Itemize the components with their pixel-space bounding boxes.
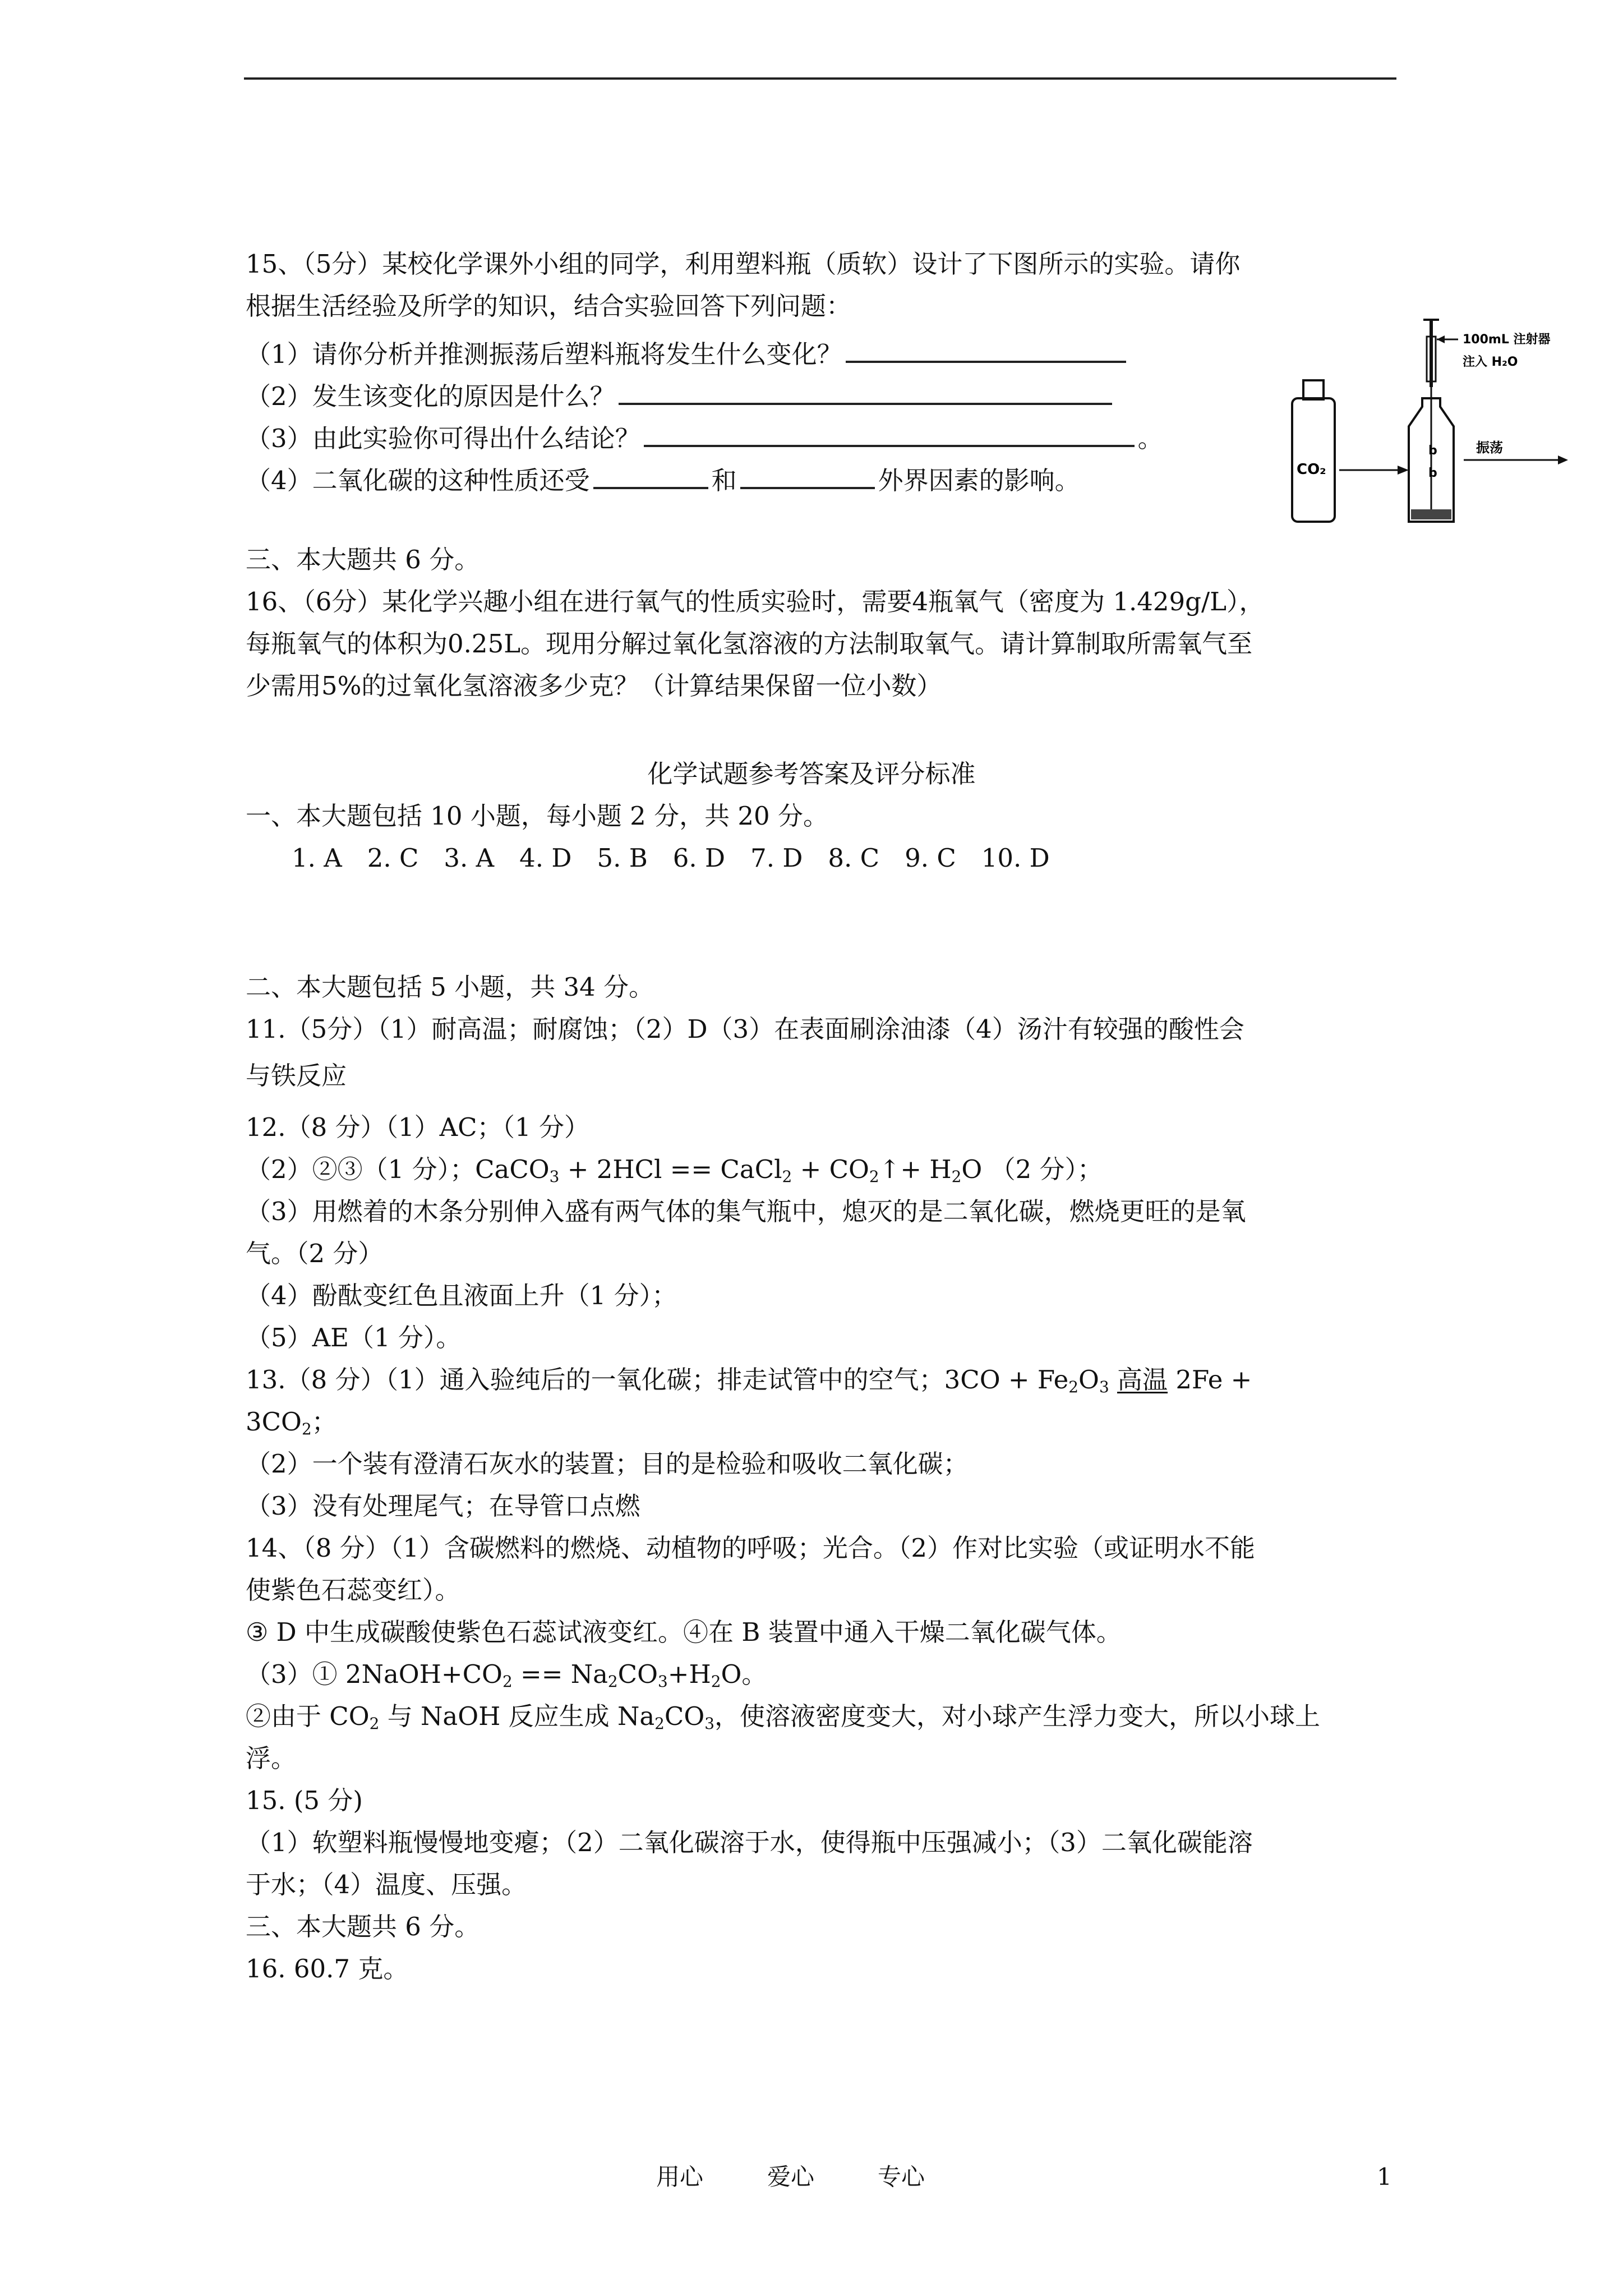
a13-part-e: 3CO [246, 1407, 302, 1437]
answer-14-line-3: ③ D 中生成碳酸使紫色石蕊试液变红。④在 B 装置中通入干燥二氧化碳气体。 [246, 1617, 1122, 1647]
q15-part4a: （4）二氧化碳的这种性质还受 [246, 466, 590, 495]
plastic-bottle-icon [1292, 398, 1335, 522]
page-number: 1 [1377, 2163, 1392, 2191]
q15-part4b: 和 [711, 466, 737, 495]
answer-12-line-4: 气。（2 分） [246, 1239, 384, 1268]
answer-13-line-3: （2）一个装有澄清石灰水的装置；目的是检验和吸收二氧化碳； [246, 1449, 969, 1479]
footer-motto-3: 专心 [878, 2163, 925, 2191]
footer-motto-2: 爱心 [767, 2163, 815, 2191]
co2-label: CO₂ [1297, 461, 1326, 478]
a14-l5-d: ，使溶液密度变大，对小球产生浮力变大，所以小球上 [714, 1701, 1320, 1731]
q15-answer-blank-3 [644, 420, 1135, 447]
q15-line-4 [246, 378, 1115, 409]
sub-2: 2 [502, 1672, 513, 1691]
answer-11-line-2: 与铁反应 [246, 1061, 347, 1091]
answer-12-line-2 [246, 1154, 1103, 1186]
syringe-label-1: 100mL 注射器 [1463, 333, 1551, 347]
answer-12-line-5: （4）酚酞变红色且液面上升（1 分）； [246, 1281, 677, 1310]
answer-15-line-1: 15. (5 分) [246, 1786, 363, 1815]
a12-eq-part-b: + 2HCl == CaCl [559, 1154, 782, 1184]
sub-2: 2 [782, 1167, 792, 1186]
answer-16: 16. 60.7 克。 [246, 1954, 409, 1984]
a14-l5-b: 与 NaOH 反应生成 Na [379, 1701, 655, 1731]
shake-label: 振荡 [1476, 440, 1503, 455]
a14-eq-e: O。 [721, 1659, 767, 1689]
answer-14-line-6: 浮。 [246, 1743, 297, 1773]
a14-eq-c: CO [617, 1659, 658, 1689]
answer-11-line-1: 11.（5分）（1）耐高温；耐腐蚀；（2）D（3）在表面刷涂油漆（4）汤汁有较强的酸性会 [246, 1014, 1244, 1044]
a14-eq-b: == Na [512, 1659, 608, 1689]
answers-section-1: 一、本大题包括 10 小题，每小题 2 分，共 20 分。 [246, 801, 828, 831]
q15-line-5 [246, 420, 1163, 451]
a12-eq-part-e: O （2 分）； [961, 1154, 1103, 1184]
a13-part-d: 2Fe + [1168, 1365, 1252, 1395]
q15-part4c: 外界因素的影响。 [878, 466, 1080, 495]
q15-part3: （3）由此实验你可得出什么结论？ [246, 424, 640, 453]
q15-answer-blank-5 [740, 462, 875, 489]
a13-part-b: O [1078, 1365, 1099, 1395]
sub-3: 3 [549, 1167, 560, 1186]
sub-2: 2 [301, 1419, 312, 1438]
sub-3: 3 [704, 1714, 714, 1733]
section-3-heading: 三、本大题共 6 分。 [246, 545, 480, 574]
a12-eq-part-a: （2）②③（1 分）；CaCO [246, 1154, 550, 1184]
header-rule [244, 77, 1396, 80]
answer-14-line-5 [246, 1701, 1320, 1733]
answer-13-line-2 [246, 1407, 337, 1438]
sub-3: 3 [1099, 1377, 1109, 1396]
a14-eq-a: （3）① 2NaOH+CO [246, 1659, 502, 1689]
answer-12-line-3: （3）用燃着的木条分别伸入盛有两气体的集气瓶中，熄灭的是二氧化碳，燃烧更旺的是氧 [246, 1197, 1246, 1226]
q15-line-3 [246, 335, 1129, 367]
q16-line-2: 每瓶氧气的体积为0.25L。现用分解过氧化氢溶液的方法制取氧气。请计算制取所需氧气至 [246, 629, 1253, 659]
answers-section-3: 三、本大题共 6 分。 [246, 1912, 480, 1941]
q15-line-6 [246, 462, 1080, 493]
q15-part3-end: 。 [1137, 424, 1163, 453]
q15-part2: （2）发生该变化的原因是什么？ [246, 381, 615, 411]
sub-2: 2 [607, 1672, 618, 1691]
svg-text:b: b [1428, 466, 1437, 480]
sub-3: 3 [658, 1672, 668, 1691]
answer-12-line-6: （5）AE（1 分）。 [246, 1323, 462, 1352]
q16-line-3: 少需用5%的过氧化氢溶液多少克？（计算结果保留一位小数） [246, 671, 942, 701]
a14-eq-d: +H [667, 1659, 711, 1689]
a13-part-a: 13.（8 分）（1）通入验纯后的一氧化碳；排走试管中的空气；3CO + Fe [246, 1365, 1069, 1395]
answer-13-line-1 [246, 1365, 1252, 1396]
sub-2: 2 [369, 1714, 380, 1733]
answer-15-line-2: （1）软塑料瓶慢慢地变瘪；（2）二氧化碳溶于水，使得瓶中压强减小；（3）二氧化碳能溶 [246, 1828, 1253, 1857]
sub-2: 2 [654, 1714, 665, 1733]
answers-title: 化学试题参考答案及评分标准 [647, 759, 976, 789]
footer-motto-1: 用心 [656, 2163, 704, 2191]
sub-2: 2 [951, 1167, 962, 1186]
syringe-label-2: 注入 H₂O [1463, 355, 1518, 369]
answer-14-line-1: 14、（8 分）（1）含碳燃料的燃烧、动植物的呼吸；光合。（2）作对比实验（或证明水不能 [246, 1533, 1255, 1563]
q15-answer-blank-2 [619, 378, 1112, 405]
answers-section-2: 二、本大题包括 5 小题，共 34 分。 [246, 972, 654, 1002]
sub-2: 2 [1068, 1377, 1079, 1396]
sub-2: 2 [869, 1167, 879, 1186]
a13-condition: 高温 [1117, 1365, 1168, 1395]
answer-14-line-2: 使紫色石蕊变红）。 [246, 1575, 460, 1605]
answers-mc-list: 1. A 2. C 3. A 4. D 5. B 6. D 7. D 8. C 9. C 10. D [292, 843, 1050, 873]
a12-eq-part-d: ↑+ H [879, 1154, 952, 1184]
q15-answer-blank-1 [846, 335, 1126, 363]
sub-2: 2 [711, 1672, 721, 1691]
q15-line-1: 15、（5分）某校化学课外小组的同学，利用塑料瓶（质软）设计了下图所示的实验。请你 [246, 249, 1241, 279]
svg-text:b: b [1428, 444, 1437, 458]
answer-14-line-4 [246, 1659, 767, 1691]
a12-eq-part-c: + CO [792, 1154, 869, 1184]
experiment-figure [1256, 314, 1593, 539]
q15-answer-blank-4 [593, 462, 708, 489]
answer-12-line-1: 12.（8 分）（1）AC；（1 分） [246, 1112, 589, 1142]
answer-15-line-3: 于水；（4）温度、压强。 [246, 1870, 527, 1899]
a13-part-f: ； [311, 1407, 337, 1437]
a14-l5-c: CO [664, 1701, 705, 1731]
answer-13-line-4: （3）没有处理尾气；在导管口点燃 [246, 1491, 640, 1521]
a14-l5-a: ②由于 CO [246, 1701, 370, 1731]
q15-line-2: 根据生活经验及所学的知识，结合实验回答下列问题： [246, 291, 852, 321]
q15-part1: （1）请你分析并推测振荡后塑料瓶将发生什么变化？ [246, 339, 842, 369]
q16-line-1: 16、（6分）某化学兴趣小组在进行氧气的性质实验时，需要4瓶氧气（密度为 1.429g/L）， [246, 587, 1265, 616]
